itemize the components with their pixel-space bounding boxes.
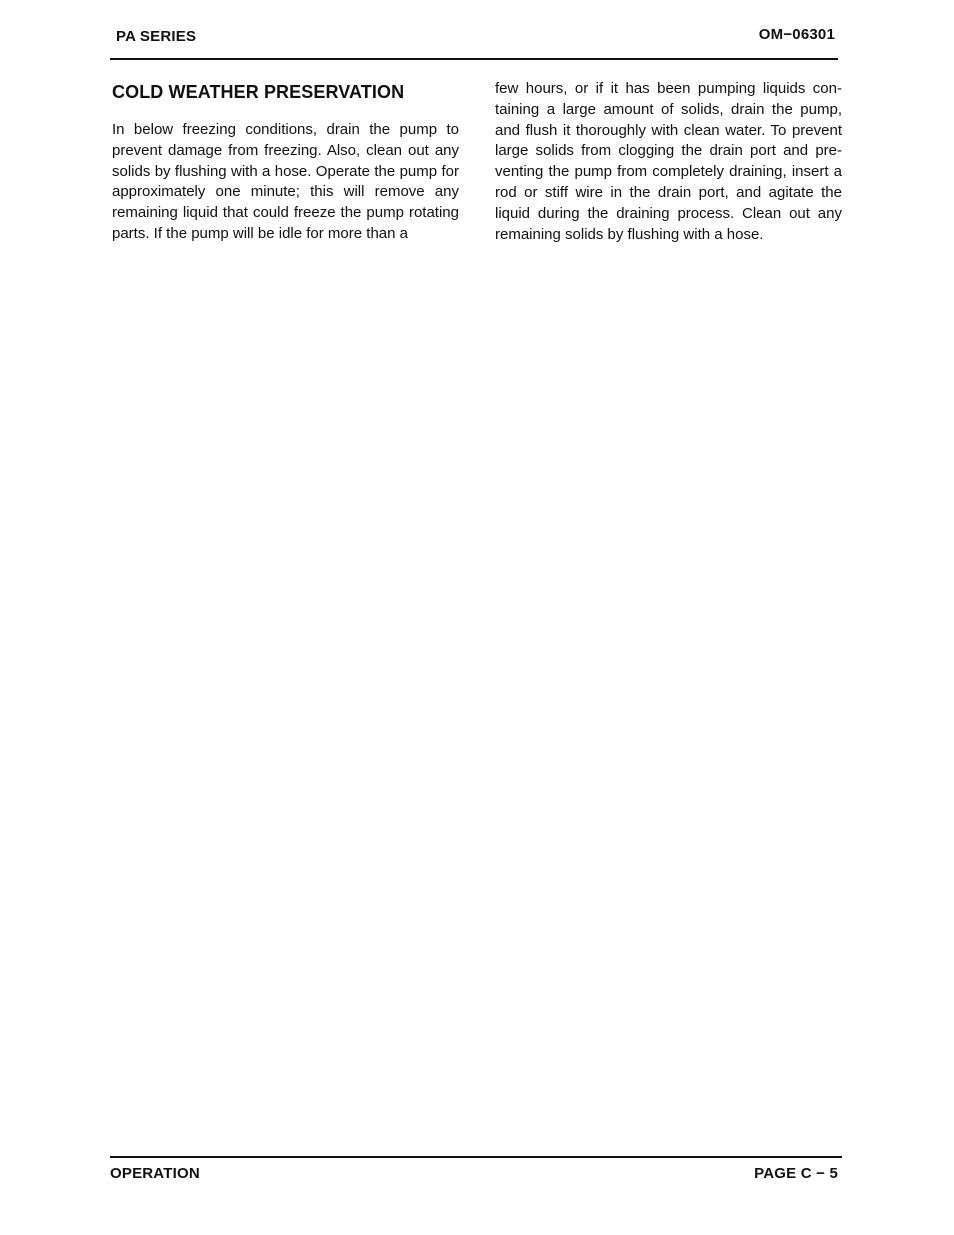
right-paragraph: few hours, or if it has been pumping liquids containing a large amount of solids, drain the pump, and flush it thoroughly with clean water. To prevent large solids from clogging the drain port and preventing the pump from completely draining, insert a rod or stiff wire in the drain port, and agitate the liquid during the draining process. Clean out any remaining solids by flushing with a hose. [495,80,842,243]
footer-chapter: OPERATION [110,1165,200,1182]
header-series: PA SERIES [116,28,197,45]
footer-rule [110,1156,842,1158]
left-paragraph: In below freezing conditions, drain the pump to prevent damage from freezing. Also, clean out any solids by flushing with a hose. Operate the pump for approximately one minute; this will remove any remaining liquid that could freeze the pump rotating parts. If the pump will be idle for more than a [112,121,459,242]
section-title: COLD WEATHER PRESERVATION [112,82,405,102]
right-column [495,79,842,245]
header-doc-number: OM−06301 [758,26,835,43]
footer-page-number: PAGE C − 5 [754,1165,838,1182]
left-column [112,80,459,245]
header-rule [110,58,838,60]
